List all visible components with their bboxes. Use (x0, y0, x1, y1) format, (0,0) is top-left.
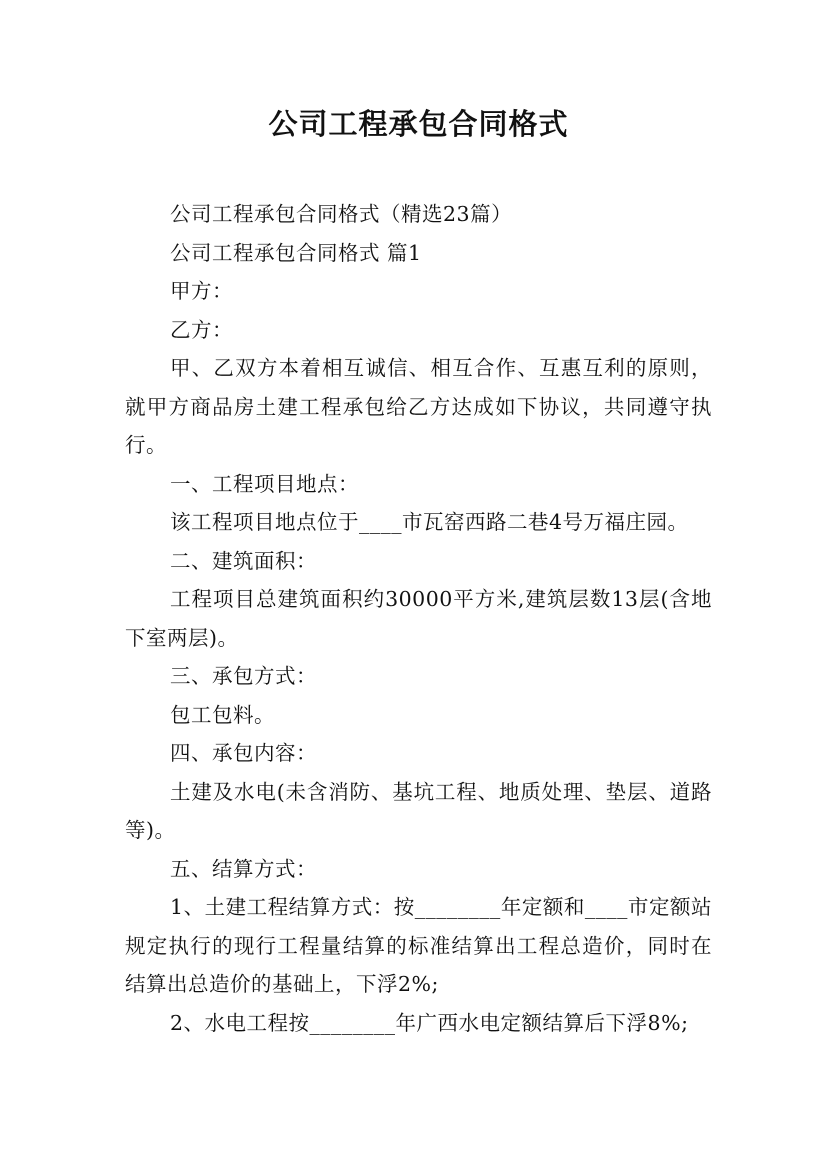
paragraph-area: 工程项目总建筑面积约30000平方米,建筑层数13层(含地下室两层)。 (125, 587, 712, 650)
paragraph-heading-location: 一、工程项目地点： (170, 471, 359, 496)
document-body (125, 195, 712, 1042)
paragraph-heading-settlement: 五、结算方式： (170, 856, 317, 881)
paragraph-method: 包工包料。 (170, 702, 275, 727)
paragraph-heading-area: 二、建筑面积： (170, 548, 317, 573)
paragraph-settlement-2: 2、水电工程按________年广西水电定额结算后下浮8%; (170, 1010, 689, 1035)
paragraph-preamble: 甲、乙双方本着相互诚信、相互合作、互惠互利的原则，就甲方商品房土建工程承包给乙方达成如下协议，共同遵守执行。 (125, 356, 712, 457)
paragraph-location: 该工程项目地点位于____市瓦窑西路二巷4号万福庄园。 (170, 510, 689, 534)
paragraph-party-a: 甲方： (170, 279, 233, 303)
paragraph-party-b: 乙方： (170, 317, 233, 342)
paragraph-heading-method: 三、承包方式： (170, 664, 317, 688)
paragraph-heading-scope: 四、承包内容： (170, 741, 317, 765)
document-title: 公司工程承包合同格式 (268, 107, 569, 141)
paragraph-doc-subtitle: 公司工程承包合同格式（精选23篇） (170, 202, 513, 226)
paragraph-scope: 土建及水电(未含消防、基坑工程、地质处理、垫层、道路等)。 (125, 779, 712, 842)
paragraph-settlement-1: 1、土建工程结算方式：按________年定额和____市定额站规定执行的现行工程量结算的标准结算出工程总造价，同时在结算出总造价的基础上，下浮2%; (125, 895, 712, 996)
paragraph-section-heading: 公司工程承包合同格式 篇1 (170, 240, 422, 265)
